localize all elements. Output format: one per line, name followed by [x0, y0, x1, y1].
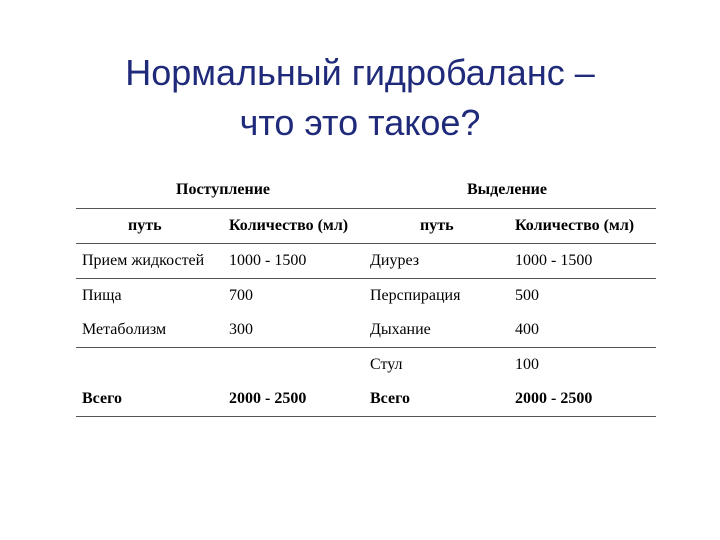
- intake-amount: 700: [229, 287, 253, 304]
- intake-amount: 1000 - 1500: [229, 252, 307, 269]
- header-amount-output: Количество (мл): [515, 217, 635, 234]
- intake-total-amount: 2000 - 2500: [229, 390, 307, 407]
- table-row: [76, 348, 656, 382]
- table-total-row: [76, 382, 656, 416]
- intake-total-label: Всего: [82, 390, 122, 407]
- header-path-output: путь: [420, 217, 454, 234]
- title-line-2: что это такое?: [239, 102, 481, 143]
- output-total-amount: 2000 - 2500: [515, 390, 593, 407]
- water-balance-table: [76, 176, 656, 417]
- header-amount-intake: Количество (мл): [229, 217, 349, 234]
- slide-title: [0, 48, 720, 148]
- super-header-output: Выделение: [467, 181, 547, 198]
- super-header-intake: Поступление: [176, 181, 271, 198]
- intake-amount: 300: [229, 321, 253, 338]
- output-path: Стул: [370, 356, 403, 373]
- title-line-1: Нормальный гидробаланс –: [125, 52, 595, 93]
- divider: [76, 416, 656, 417]
- output-path: Перспирация: [370, 287, 461, 304]
- intake-path: Метаболизм: [82, 321, 167, 338]
- table-header-row: [76, 209, 656, 243]
- intake-path: Пища: [82, 287, 122, 304]
- output-path: Диурез: [370, 252, 420, 269]
- output-amount: 1000 - 1500: [515, 252, 593, 269]
- output-path: Дыхание: [370, 321, 431, 338]
- intake-path: Прием жидкостей: [82, 252, 205, 269]
- output-amount: 100: [515, 356, 539, 373]
- table-row: [76, 279, 656, 313]
- output-amount: 400: [515, 321, 539, 338]
- output-amount: 500: [515, 287, 539, 304]
- header-path-intake: путь: [128, 217, 162, 234]
- table-row: [76, 313, 656, 347]
- table-super-header-row: [76, 176, 656, 208]
- output-total-label: Всего: [370, 390, 410, 407]
- table-row: [76, 244, 656, 278]
